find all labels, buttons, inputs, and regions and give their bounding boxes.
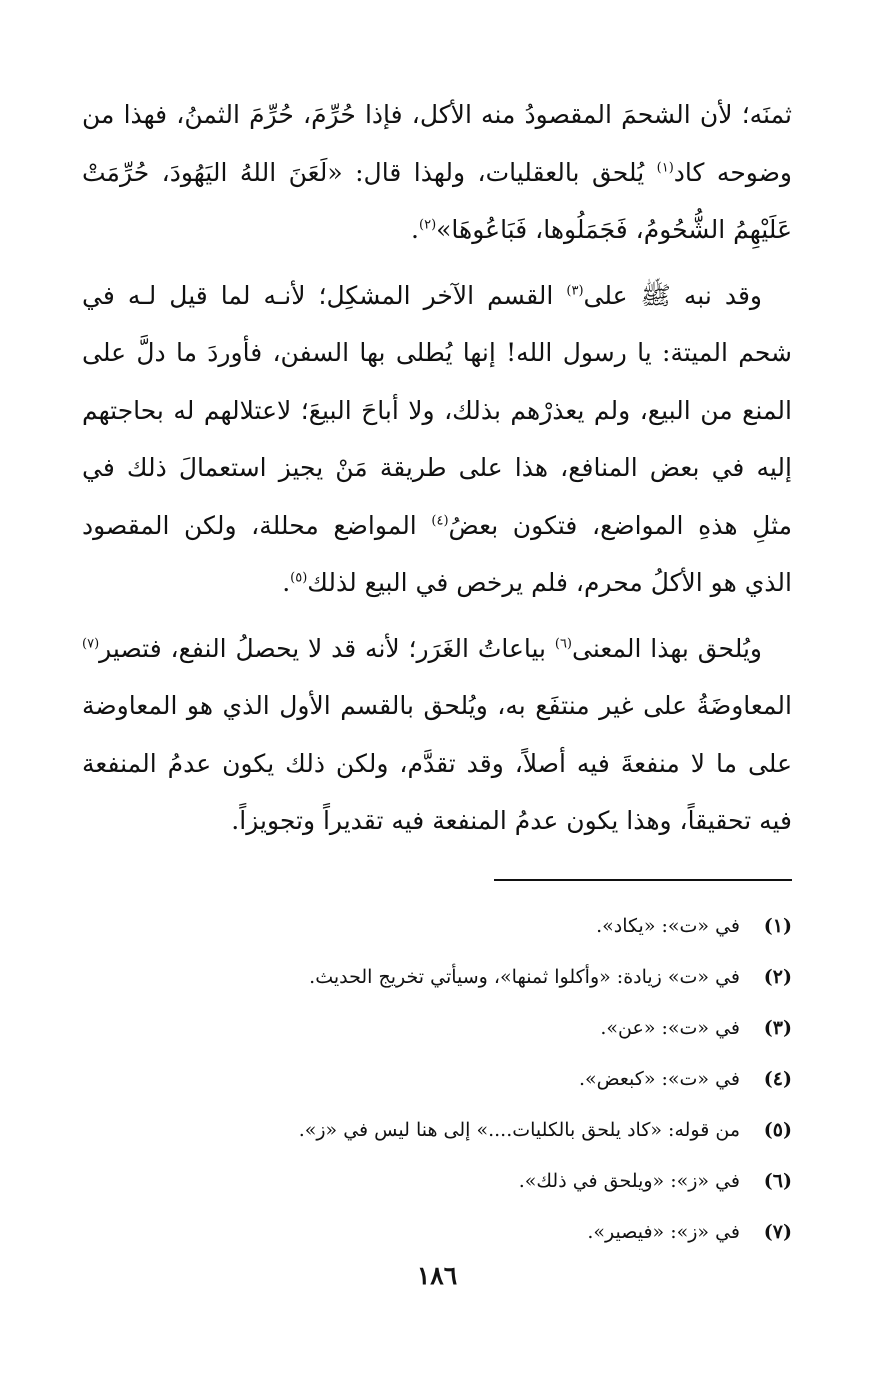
paragraph-text: ويُلحق بهذا المعنى [572, 633, 762, 663]
footnote [82, 1003, 792, 1054]
paragraph [82, 267, 792, 612]
footnote [82, 901, 792, 952]
paragraph-text: بياعاتُ الغَرَر؛ لأنه قد لا يحصلُ النفع، فتصير [99, 633, 555, 663]
footnote-text: في «ز»: «فيصير». [587, 1221, 740, 1243]
footnote-separator [494, 879, 792, 881]
footnote-number: (٥) [763, 1119, 792, 1141]
footnote-number: (٢) [763, 966, 792, 988]
paragraph-text: وقد نبه ﷺ على [583, 280, 763, 310]
footnotes-list [82, 901, 792, 1258]
footnote-reference: (٢) [419, 217, 437, 233]
footnote-reference: (٧) [82, 636, 100, 652]
footnote [82, 952, 792, 1003]
paragraph [82, 620, 792, 850]
footnote-number: (١) [763, 915, 792, 937]
footnote-number: (٧) [763, 1221, 792, 1243]
paragraph-text: . [411, 215, 419, 244]
paragraph-text: القسم الآخر المشكِل؛ لأنـه لما قيل لـه في شحم الميتة: يا رسول الله! إنها يُطلى بها السفن، فأوردَ ما دلَّ على المنع من البيع، ولم يعذرْهم بذلك، ولا أباحَ البيعَ؛ لاعتلالهم له بحاجتهم إليه في بعض المنافع، هذا على طريقة مَنْ يجيز استعمالَ ذلك في مثلِ هذهِ المواضع، فتكون بعضُ [82, 280, 793, 540]
footnote-text: في «ت» زيادة: «وأكلوا ثمنها»، وسيأتي تخريج الحديث. [309, 966, 740, 988]
paragraph-text: المواضع محللة، ولكن المقصود الذي هو الأكلُ محرم، فلم يرخص في البيع لذلك [82, 510, 792, 597]
footnote-number: (٣) [763, 1017, 792, 1039]
footnote-text: في «ت»: «عن». [600, 1017, 740, 1039]
page-number: ١٨٦ [416, 1261, 458, 1290]
main-text [82, 86, 792, 850]
footnote-number: (٦) [763, 1170, 792, 1192]
footnote-reference: (٥) [290, 570, 308, 586]
footnote-number: (٤) [763, 1068, 792, 1090]
paragraph [82, 86, 792, 259]
footnote-reference: (٣) [566, 283, 584, 299]
footnote-text: في «ز»: «ويلحق في ذلك». [518, 1170, 740, 1192]
paragraph-text: المعاوضَةُ على غير منتفَع به، ويُلحق بالقسم الأول الذي هو المعاوضة على ما لا منفعةَ فيه أصلاً، وقد تقدَّم، ولكن ذلك يكون عدمُ المنفعة فيه تحقيقاً، وهذا يكون عدمُ المنفعة فيه تقديراً وتجويزاً. [82, 691, 792, 835]
footnote [82, 1207, 792, 1258]
footnote-text: في «ت»: «كبعض». [578, 1068, 740, 1090]
footnote-text: من قوله: «كاد يلحق بالكليات....» إلى هنا ليس في «ز». [298, 1119, 740, 1141]
footnote-reference: (٦) [554, 636, 572, 652]
footnote-reference: (٤) [431, 513, 449, 529]
footnote [82, 1156, 792, 1207]
footnote [82, 1054, 792, 1105]
footnote-text: في «ت»: «يكاد». [596, 915, 740, 937]
footnote-reference: (١) [656, 160, 674, 176]
paragraph-text: . [282, 568, 291, 597]
paragraph-text: ثمنَه؛ لأن الشحمَ المقصودُ منه الأكل، فإذا حُرِّمَ، حُرِّمَ الثمنُ، فهذا من وضوحه كاد [82, 100, 793, 187]
book-page [82, 86, 792, 1376]
footnote [82, 1105, 792, 1156]
paragraph-text: يُلحق بالعقليات، ولهذا قال: «لَعَنَ اللهُ اليَهُودَ، حُرِّمَتْ عَلَيْهِمُ الشُّحُومُ، فَجَمَلُوها، فَبَاعُوهَا» [82, 157, 792, 244]
